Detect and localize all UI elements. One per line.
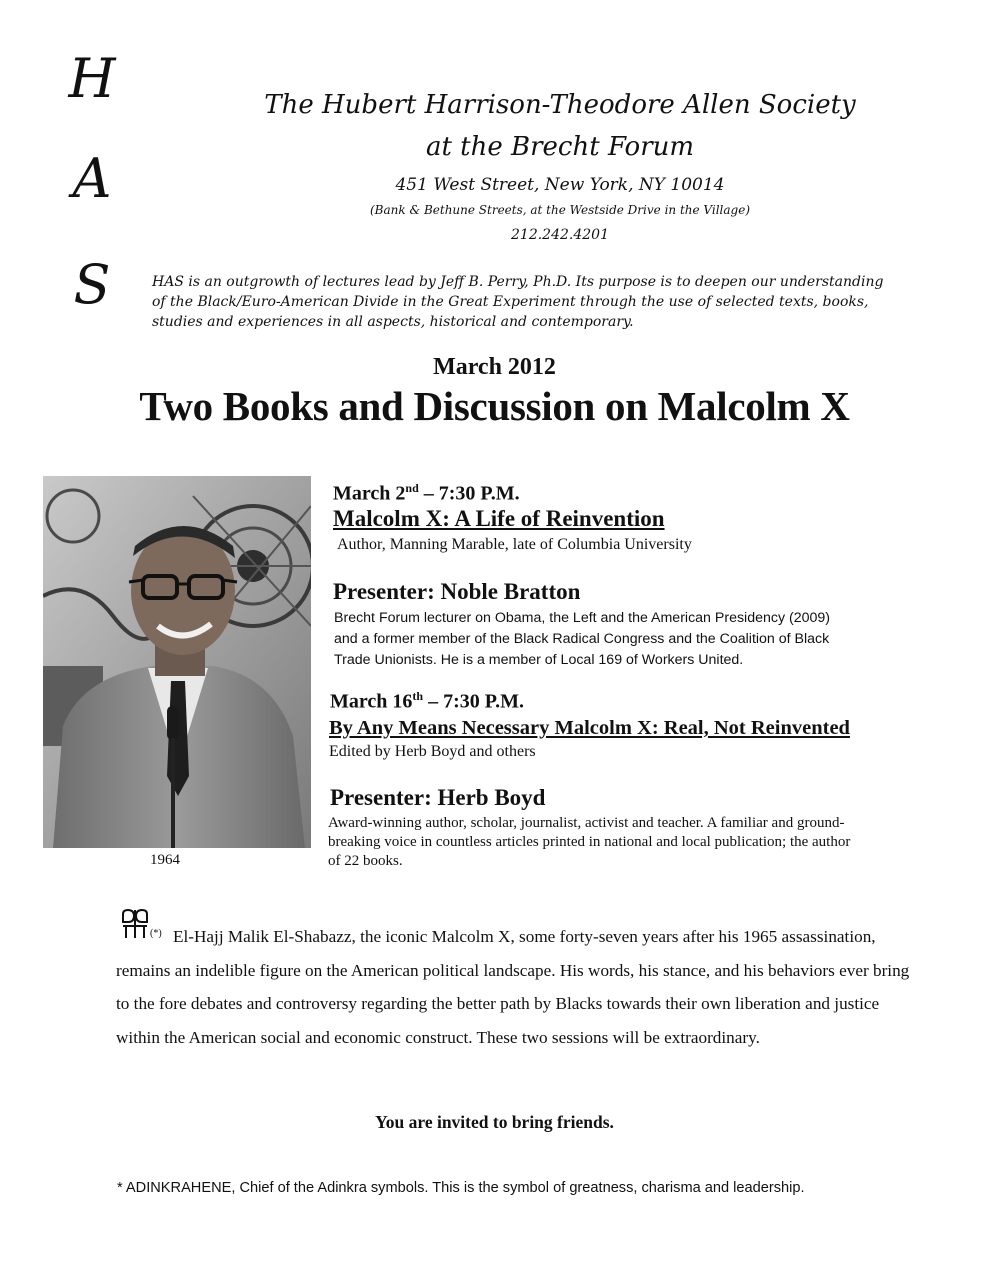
- event-2-book-title: By Any Means Necessary Malcolm X: Real, Not Reinvented: [329, 717, 850, 739]
- venue-name: at the Brecht Forum: [425, 132, 695, 162]
- malcolm-x-photo: [43, 476, 311, 848]
- logo-letter-s: S: [73, 253, 111, 316]
- event-1-book-title: Malcolm X: A Life of Reinvention: [333, 506, 665, 531]
- event-1-presenter-bio: Brecht Forum lecturer on Obama, the Left and the American Presidency (2009) and a former member of the Black Radical Congress and the Coalition of Black Trade Unionists. He is a member of Local 169 of Workers United.: [334, 610, 831, 668]
- society-name: The Hubert Harrison-Theodore Allen Society: [264, 90, 856, 120]
- symbol-footnote-mark: (*): [150, 928, 162, 939]
- venue-directions: (Bank & Bethune Streets, at the Westside Drive in the Village): [369, 203, 750, 217]
- event-1-presenter: Presenter: Noble Bratton: [333, 579, 581, 604]
- event-2-presenter-bio: Award-winning author, scholar, journalist, activist and teacher. A familiar and ground- breaking voice in countless articles printed in national and local publication; the author of 22 books.: [328, 815, 851, 869]
- venue-phone: 212.242.4201: [511, 227, 609, 243]
- venue-address: 451 West Street, New York, NY 10014: [395, 175, 725, 195]
- event-2-presenter: Presenter: Herb Boyd: [330, 785, 546, 810]
- society-purpose: HAS is an outgrowth of lectures lead by Jeff B. Perry, Ph.D. Its purpose is to deepen our understanding of the Black/Euro-American Divide in the Great Experiment through the use of selected texts, books, studies and experiences in all aspects, historical and contemporary.: [152, 274, 884, 330]
- logo-letter-a: A: [72, 147, 112, 210]
- event-1-author: Author, Manning Marable, late of Columbia University: [337, 536, 692, 553]
- event-2-author: Edited by Herb Boyd and others: [329, 743, 536, 760]
- body-paragraph: El-Hajj Malik El-Shabazz, the iconic Malcolm X, some forty-seven years after his 1965 assassination, remains an indelible figure on the American political landscape. His words, his stance, and his behaviors ever bring to the fore debates and controversy regarding the better path by Blacks towards their own liberation and justice within the American social and economic construct. These two sessions will be extraordinary.: [116, 927, 910, 1047]
- event-2-date: March 16th – 7:30 P.M.: [330, 689, 524, 713]
- event-1-date: March 2nd – 7:30 P.M.: [333, 481, 520, 505]
- invitation-line: You are invited to bring friends.: [375, 1112, 614, 1132]
- logo-letter-h: H: [68, 47, 116, 110]
- page-title: Two Books and Discussion on Malcolm X: [139, 383, 850, 429]
- symbol-footnote: * ADINKRAHENE, Chief of the Adinkra symbols. This is the symbol of greatness, charisma and leadership.: [117, 1180, 805, 1196]
- photo-caption: 1964: [150, 852, 180, 868]
- event-month: March 2012: [433, 354, 556, 380]
